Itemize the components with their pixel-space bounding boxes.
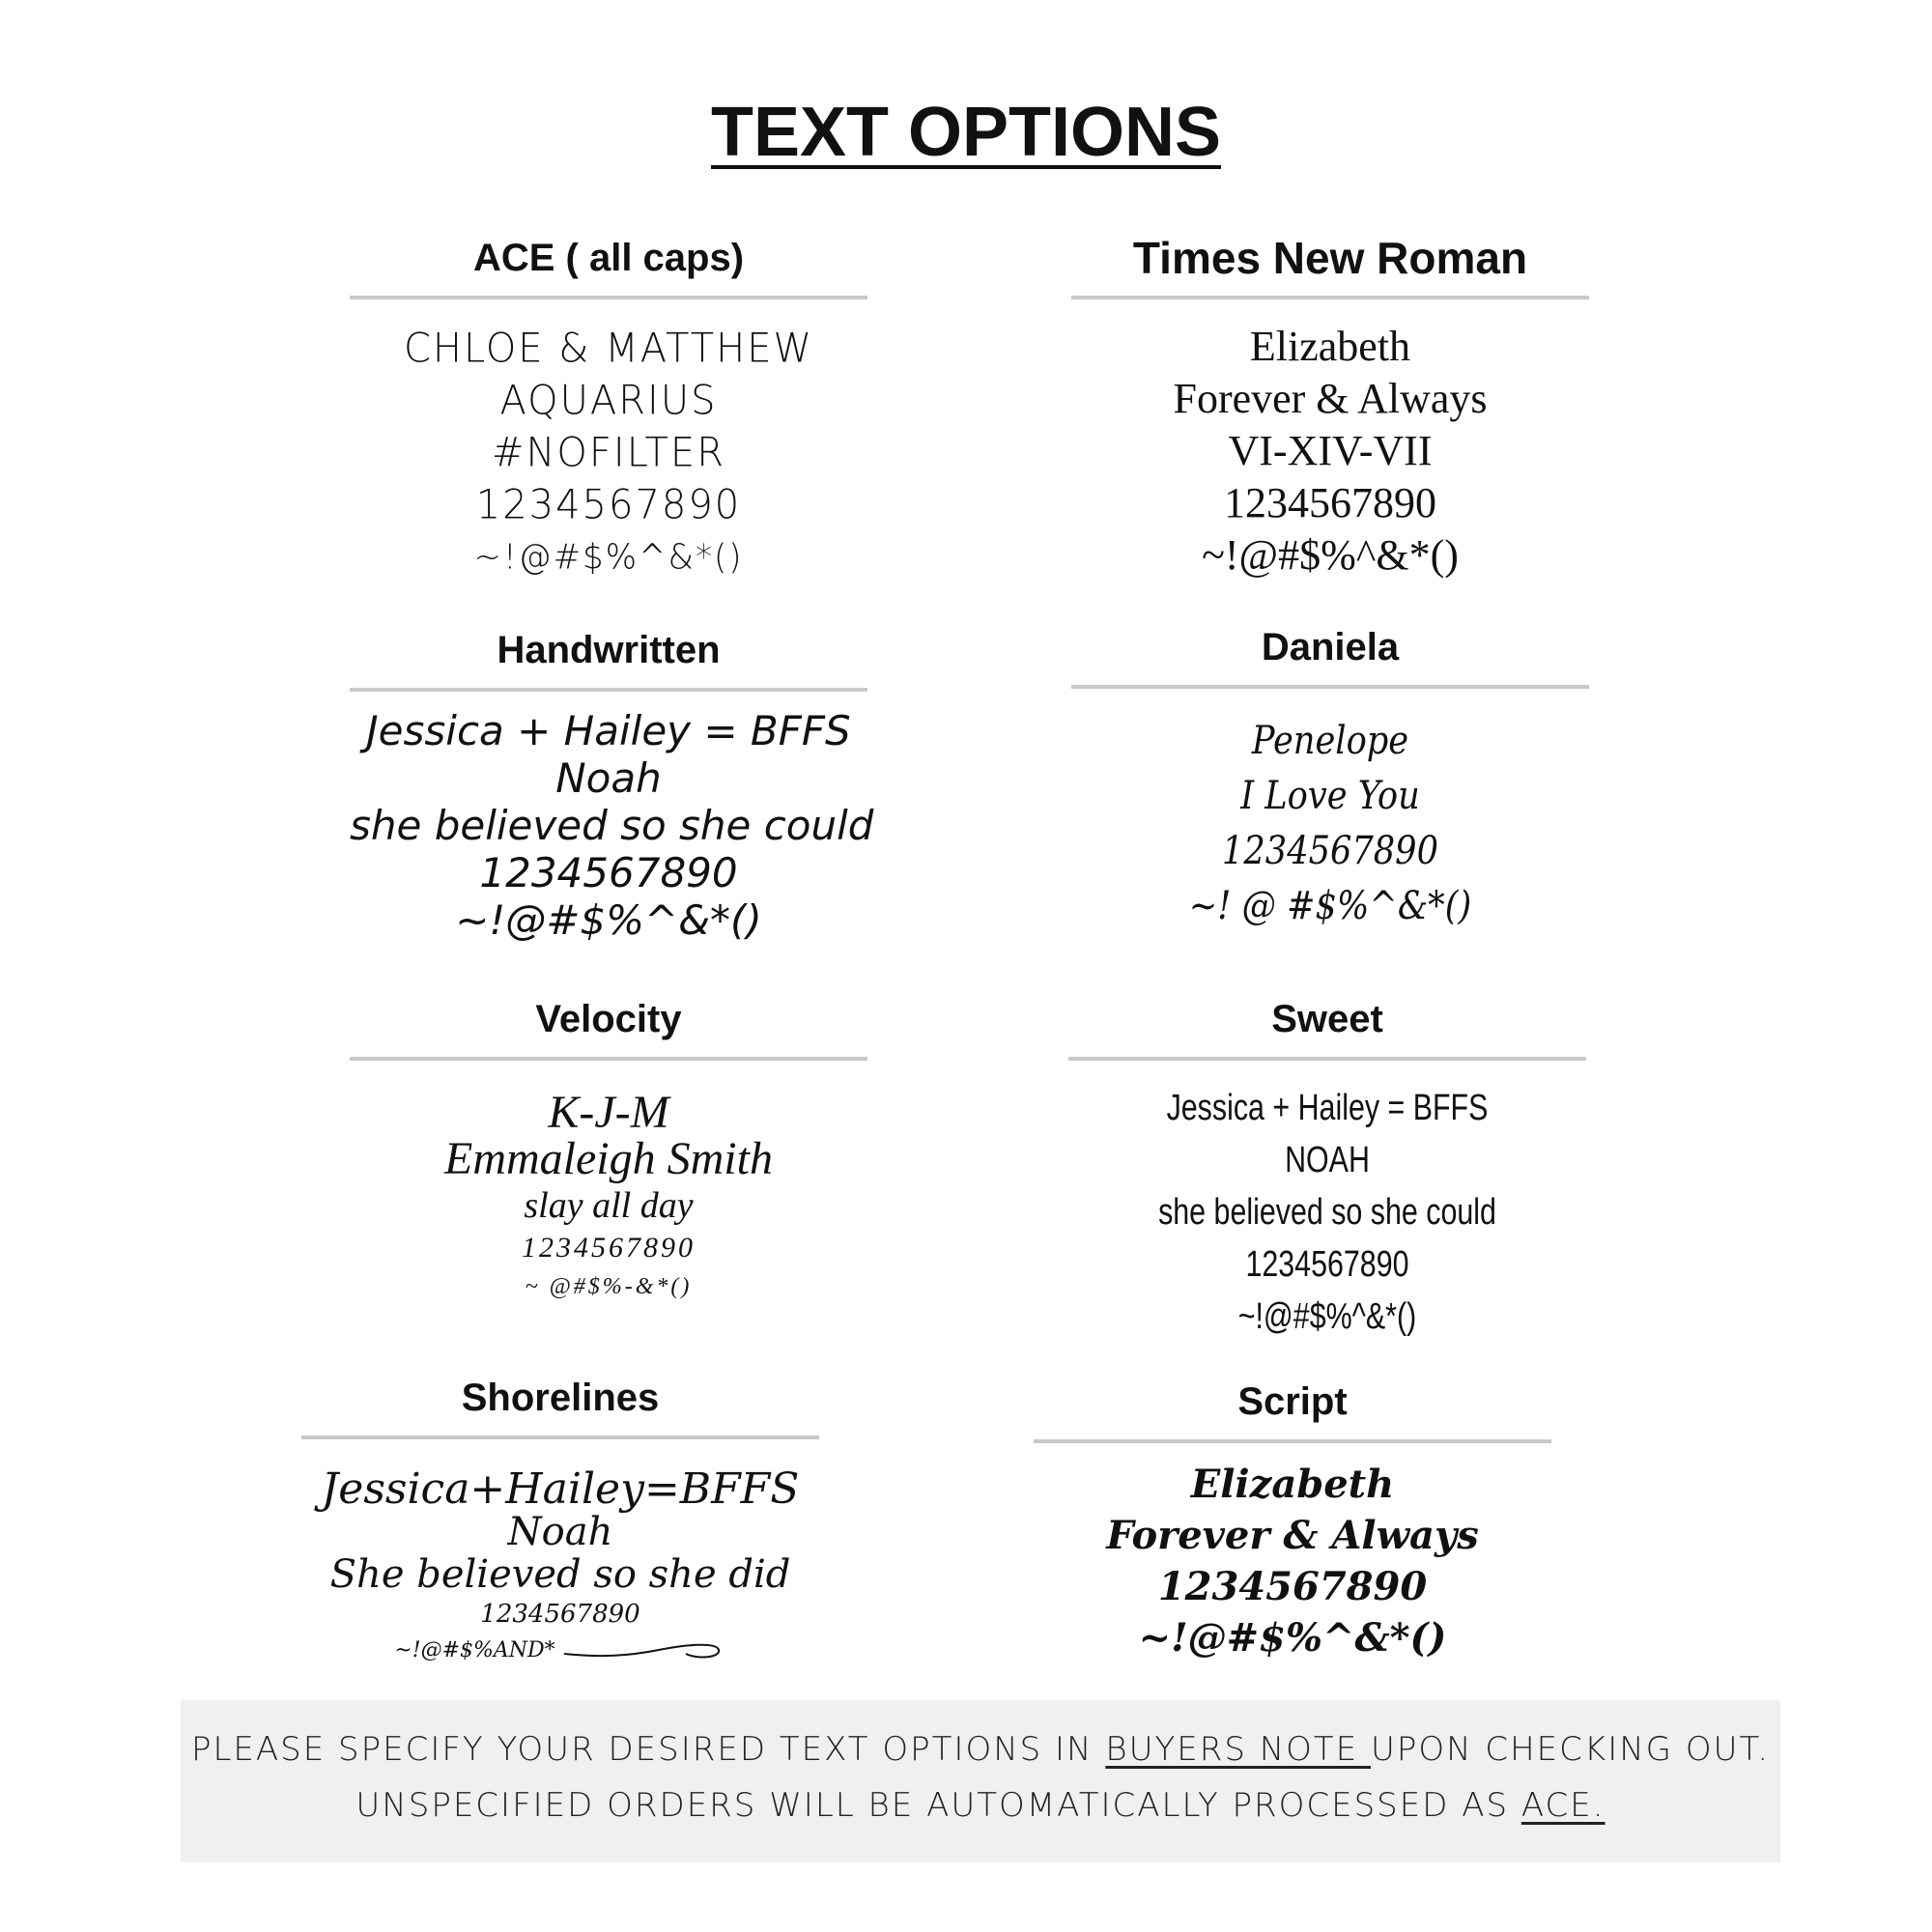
divider: [1071, 685, 1589, 689]
ordering-notice: [181, 1700, 1780, 1862]
font-heading-script: Script: [1237, 1380, 1348, 1423]
font-option-times-new-roman: [1071, 234, 1589, 582]
sample-line: 1234567890: [1224, 479, 1436, 526]
sample-line: ~!@#$%AND*: [394, 1638, 555, 1662]
font-option-sweet: [1068, 995, 1586, 1343]
divider: [1071, 296, 1589, 299]
divider: [350, 1057, 867, 1061]
font-sample-times-new-roman: [1071, 321, 1589, 582]
font-heading-velocity: Velocity: [535, 998, 682, 1040]
sample-line: ~!@#$%^&*(): [1138, 1615, 1447, 1661]
sample-line: 1234567890: [1245, 1244, 1409, 1285]
sample-line: 1234567890: [480, 1600, 640, 1629]
sample-line: Jessica+Hailey=BFFS: [321, 1464, 800, 1514]
divider: [350, 688, 867, 692]
sample-line: She believed so she did: [329, 1552, 791, 1597]
font-option-handwritten: [350, 626, 874, 944]
sample-line: K-J-M: [548, 1087, 669, 1138]
notice-line-2: [181, 1777, 1780, 1833]
sample-line: Jessica + Hailey = BFFS: [366, 707, 851, 754]
divider: [350, 296, 867, 299]
sample-line: Penelope: [1251, 719, 1409, 763]
page-title-text: TEXT OPTIONS: [710, 94, 1222, 171]
sample-line: Elizabeth: [1190, 1462, 1395, 1507]
sample-line: ~! @ #$%^&*(): [1188, 884, 1472, 928]
page-title: [0, 89, 1932, 176]
sample-line: 1234567890: [475, 481, 742, 529]
sample-line: she believed so she could: [350, 802, 874, 849]
sample-line: Forever & Always: [1173, 375, 1488, 422]
swash-flourish-icon: [562, 1636, 726, 1665]
sample-line: ~!@#$%^&*(): [455, 896, 762, 944]
divider: [1034, 1439, 1551, 1443]
font-heading-daniela: Daniela: [1261, 626, 1400, 668]
sample-line: I Love You: [1240, 774, 1420, 818]
font-heading-ace: ACE ( all caps): [472, 237, 745, 279]
buyers-note-emphasis: BUYERS NOTE: [1105, 1730, 1371, 1769]
sample-line: ~!@#$%^&*(): [1202, 531, 1459, 579]
notice-text: PLEASE SPECIFY YOUR DESIRED TEXT OPTIONS IN: [190, 1730, 1106, 1769]
sample-line: slay all day: [524, 1185, 694, 1226]
font-heading-times-new-roman: Times New Roman: [1132, 233, 1528, 283]
sample-line: Noah: [555, 754, 662, 802]
sample-line: Jessica + Hailey = BFFS: [1166, 1088, 1489, 1128]
font-sample-velocity: [350, 1087, 867, 1306]
default-font-emphasis: ACE.: [1520, 1786, 1605, 1825]
sample-line: AQUARIUS: [499, 377, 718, 425]
font-sample-ace: [350, 323, 867, 583]
divider: [301, 1435, 819, 1439]
font-sample-handwritten: [350, 707, 874, 944]
sample-line: Elizabeth: [1249, 323, 1411, 370]
notice-text: UNSPECIFIED ORDERS WILL BE AUTOMATICALLY PROCESSED AS: [355, 1786, 1521, 1825]
sample-line: 1234567890: [1157, 1564, 1428, 1609]
notice-text: UPON CHECKING OUT.: [1370, 1730, 1771, 1769]
divider: [1068, 1057, 1586, 1061]
sample-line: #NOFILTER: [491, 429, 725, 477]
font-option-velocity: [350, 995, 867, 1306]
font-heading-handwritten: Handwritten: [497, 629, 721, 671]
font-sample-daniela: [1071, 714, 1589, 934]
sample-line: Noah: [507, 1510, 613, 1554]
sample-line: 1234567890: [479, 849, 738, 896]
sample-line-with-swash: [301, 1633, 819, 1669]
sample-line: ~ @#$%-&*(): [525, 1274, 693, 1299]
sample-line: she believed so she could: [1158, 1192, 1496, 1233]
sample-line: ~!@#$%^&*(): [473, 537, 744, 578]
font-option-script: [1034, 1378, 1551, 1663]
sample-line: 1234567890: [522, 1232, 696, 1264]
font-sample-sweet: [1068, 1082, 1586, 1343]
font-heading-shorelines: Shorelines: [461, 1377, 660, 1419]
sample-line: Forever & Always: [1106, 1513, 1479, 1558]
sample-line: ~!@#$%^&*(): [1237, 1296, 1417, 1337]
sample-line: CHLOE & MATTHEW: [403, 325, 814, 373]
notice-line-1: [181, 1721, 1780, 1777]
font-sample-script: [1034, 1459, 1551, 1663]
font-option-ace: [350, 234, 867, 583]
font-sample-shorelines: [301, 1464, 819, 1669]
font-option-shorelines: [301, 1374, 819, 1669]
sample-line: Emmaleigh Smith: [444, 1133, 773, 1184]
font-heading-sweet: Sweet: [1271, 998, 1383, 1040]
sample-line: 1234567890: [1222, 829, 1438, 873]
sample-line: VI-XIV-VII: [1228, 427, 1433, 474]
sample-line: NOAH: [1285, 1140, 1370, 1180]
font-option-daniela: [1071, 623, 1589, 934]
